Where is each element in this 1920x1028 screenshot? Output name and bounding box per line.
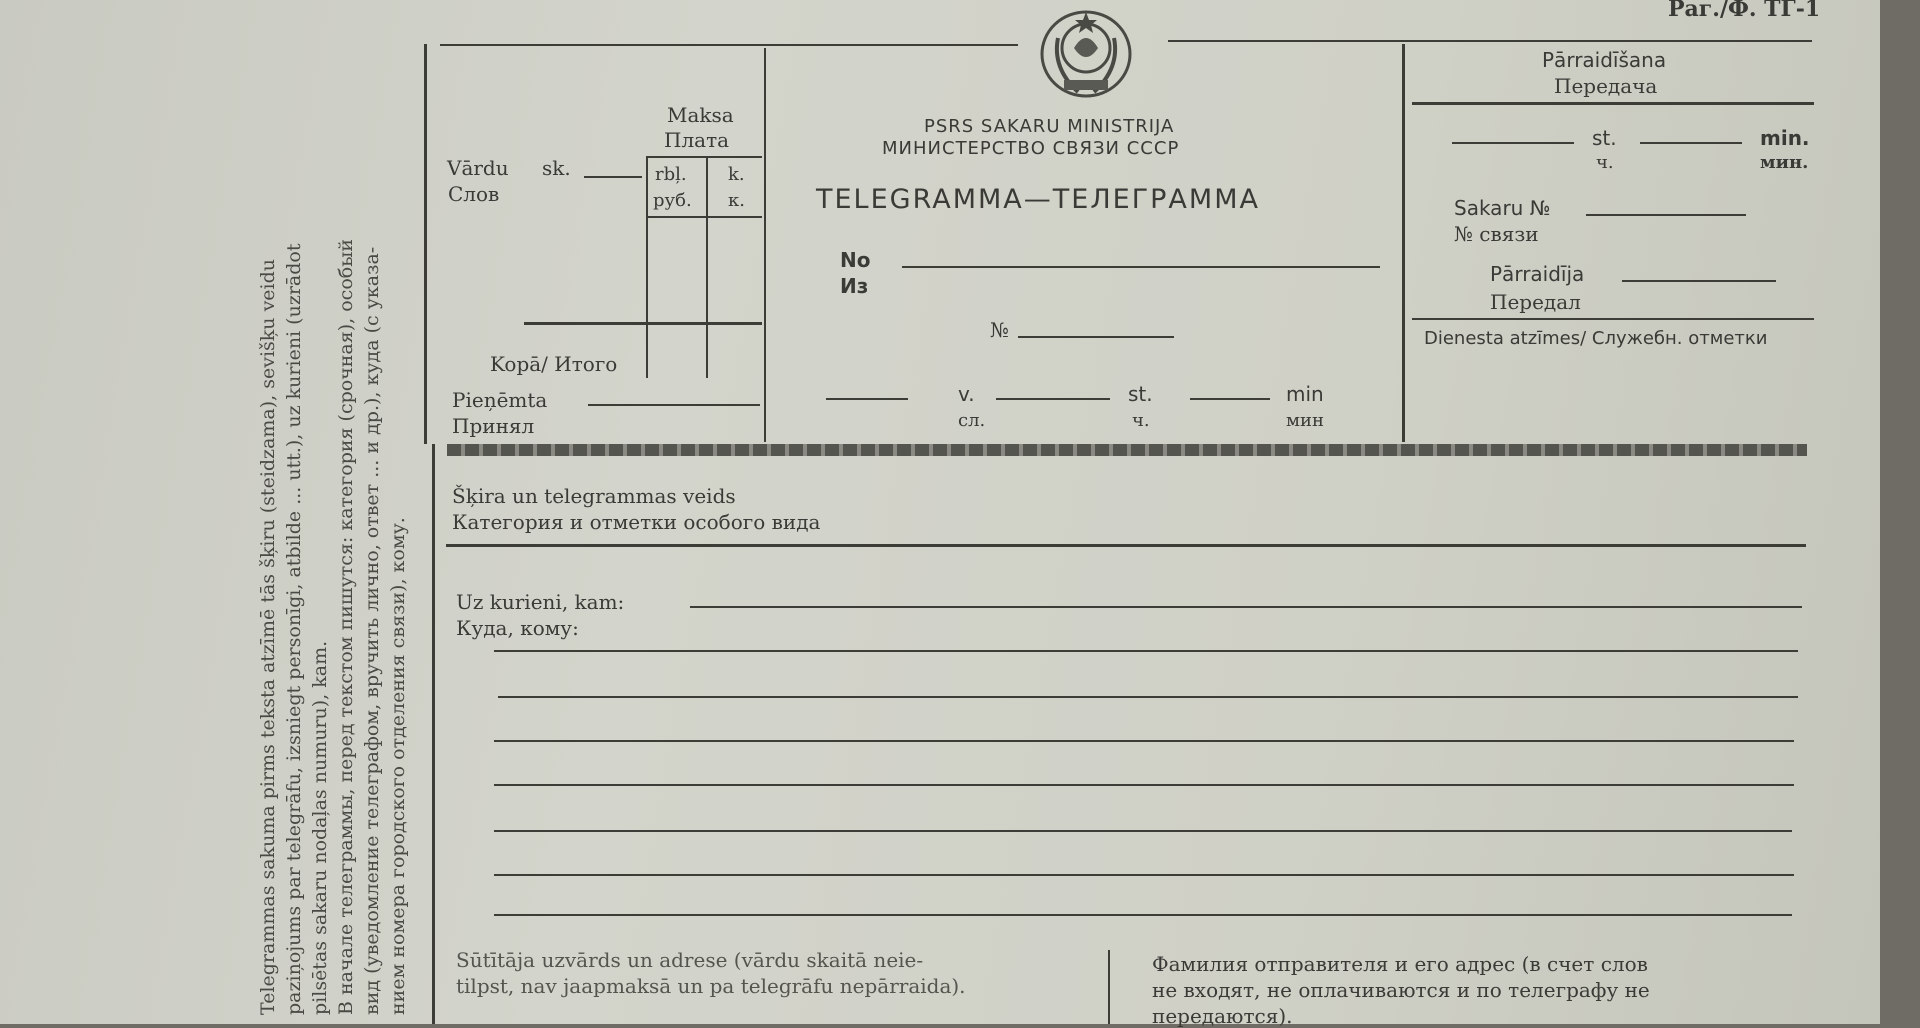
ministry-ru: МИНИСТЕРСТВО СВЯЗИ СССР	[882, 138, 1180, 159]
sk-label: sk.	[542, 156, 571, 180]
form-code: Раг./Ф. ТГ-1	[1668, 0, 1821, 22]
rule	[646, 156, 762, 158]
rule	[646, 216, 762, 218]
ministry-lv: PSRS SAKARU MINISTRIJA	[924, 116, 1175, 137]
parraidija-label: Pārraidīja	[1490, 262, 1585, 286]
text-line[interactable]	[494, 784, 1794, 786]
rule	[1412, 318, 1814, 320]
origin-field[interactable]	[902, 266, 1380, 268]
col-line	[706, 156, 708, 378]
category-ru: Категория и отметки особого вида	[452, 510, 821, 534]
sender-note-ru-3: передаются).	[1152, 1004, 1293, 1028]
rub-label: руб.	[653, 190, 692, 211]
divider-left	[764, 48, 766, 442]
rbl-label: rbļ.	[655, 164, 687, 185]
side-line: pilsētas sakaru nodaļas numuru), kam.	[309, 640, 331, 1015]
slov-label: Слов	[448, 182, 500, 206]
side-line: Telegrammas sakuma pirms teksta atzīmē tās šķiru (steidzama), sevišķu veidu	[257, 258, 279, 1015]
rule	[1412, 102, 1814, 105]
parraidija-field[interactable]	[1622, 280, 1776, 282]
hour-field[interactable]	[1452, 142, 1574, 144]
side-line: вид (уведомление телеграфом, вручить лично, ответ ... и др.), куда (с указа-	[361, 246, 383, 1015]
col-line	[646, 156, 648, 378]
footer-divider	[1108, 950, 1110, 1024]
number-field[interactable]	[1018, 336, 1174, 338]
min-label: min	[1286, 382, 1324, 406]
sender-note-lv-2: tilpst, nav jaapmaksā un pa telegrāfu nepārraida).	[456, 974, 966, 998]
address-ru: Куда, кому:	[456, 616, 579, 640]
side-line: paziņojums par telegrāfu, izsniegt personīgi, atbilde ... utt.), uz kurieni (uzrādot	[283, 243, 305, 1015]
min-ru-label: мин.	[1760, 152, 1809, 173]
text-line[interactable]	[494, 874, 1794, 876]
sakaru-field[interactable]	[1586, 214, 1746, 216]
text-line[interactable]	[494, 650, 1798, 652]
frame-left	[432, 444, 435, 1024]
maksa-label: Maksa	[667, 103, 734, 127]
frame-line	[440, 44, 1018, 46]
hatched-separator	[447, 444, 1807, 456]
page-title: TELEGRAMMA—ТЕЛЕГРАММА	[816, 184, 1260, 215]
kopa-label: Kopā/ Итого	[490, 352, 618, 376]
text-line[interactable]	[494, 830, 1792, 832]
frame-line	[1168, 40, 1812, 42]
no-label: No	[840, 248, 871, 272]
side-instructions	[255, 239, 411, 1015]
words-field[interactable]	[826, 398, 908, 400]
v-label: v.	[958, 382, 975, 406]
minute-field[interactable]	[1190, 398, 1270, 400]
side-line: В начале телеграммы, перед текстом пишутся: категория (срочная), особый	[335, 239, 357, 1015]
parraidisana-label: Pārraidīšana	[1542, 48, 1667, 72]
sl-label: сл.	[958, 410, 986, 431]
ussr-emblem-icon	[1038, 8, 1134, 100]
hour-field[interactable]	[996, 398, 1110, 400]
st-label: st.	[1592, 126, 1617, 150]
number-label: №	[990, 318, 1009, 342]
category-field[interactable]	[446, 544, 1806, 547]
vardu-field[interactable]	[584, 176, 642, 178]
frame-left	[424, 44, 427, 444]
dienesta-label: Dienesta atzīmes/ Служебн. отметки	[1424, 328, 1768, 349]
text-line[interactable]	[494, 740, 1794, 742]
k-ru-label: к.	[728, 190, 745, 211]
prinyal-label: Принял	[452, 414, 535, 438]
side-line: нием номера городского отделения связи), кому.	[387, 517, 409, 1015]
peredacha-label: Передача	[1554, 74, 1658, 98]
address-field[interactable]	[690, 606, 1802, 608]
address-lv: Uz kurieni, kam:	[456, 590, 625, 614]
sender-note-ru-1: Фамилия отправителя и его адрес (в счет слов	[1152, 952, 1648, 976]
sakaru-label: Sakaru №	[1454, 196, 1551, 220]
vardu-label: Vārdu	[447, 156, 509, 180]
min-ru-label: мин	[1286, 410, 1324, 431]
text-line[interactable]	[498, 696, 1798, 698]
st-label: st.	[1128, 382, 1153, 406]
iz-label: Из	[840, 274, 869, 298]
minute-field[interactable]	[1640, 142, 1742, 144]
svyazi-label: № связи	[1454, 222, 1539, 246]
category-lv: Šķira un telegrammas veids	[452, 484, 736, 508]
peredal-label: Передал	[1490, 290, 1581, 314]
min-label: min.	[1760, 126, 1810, 150]
ch-label: ч.	[1596, 152, 1614, 173]
k-label: k.	[728, 164, 745, 185]
sender-note-lv-1: Sūtītāja uzvārds un adrese (vārdu skaitā neie-	[456, 948, 924, 972]
text-line[interactable]	[494, 914, 1792, 916]
rule	[524, 322, 762, 325]
ch-label: ч.	[1132, 410, 1150, 431]
sender-note-ru-2: не входят, не оплачиваются и по телеграфу не	[1152, 978, 1650, 1002]
plata-label: Плата	[664, 128, 730, 152]
pienemta-label: Pieņēmta	[452, 388, 548, 412]
pienemta-field[interactable]	[588, 404, 760, 406]
divider-right	[1402, 44, 1405, 442]
